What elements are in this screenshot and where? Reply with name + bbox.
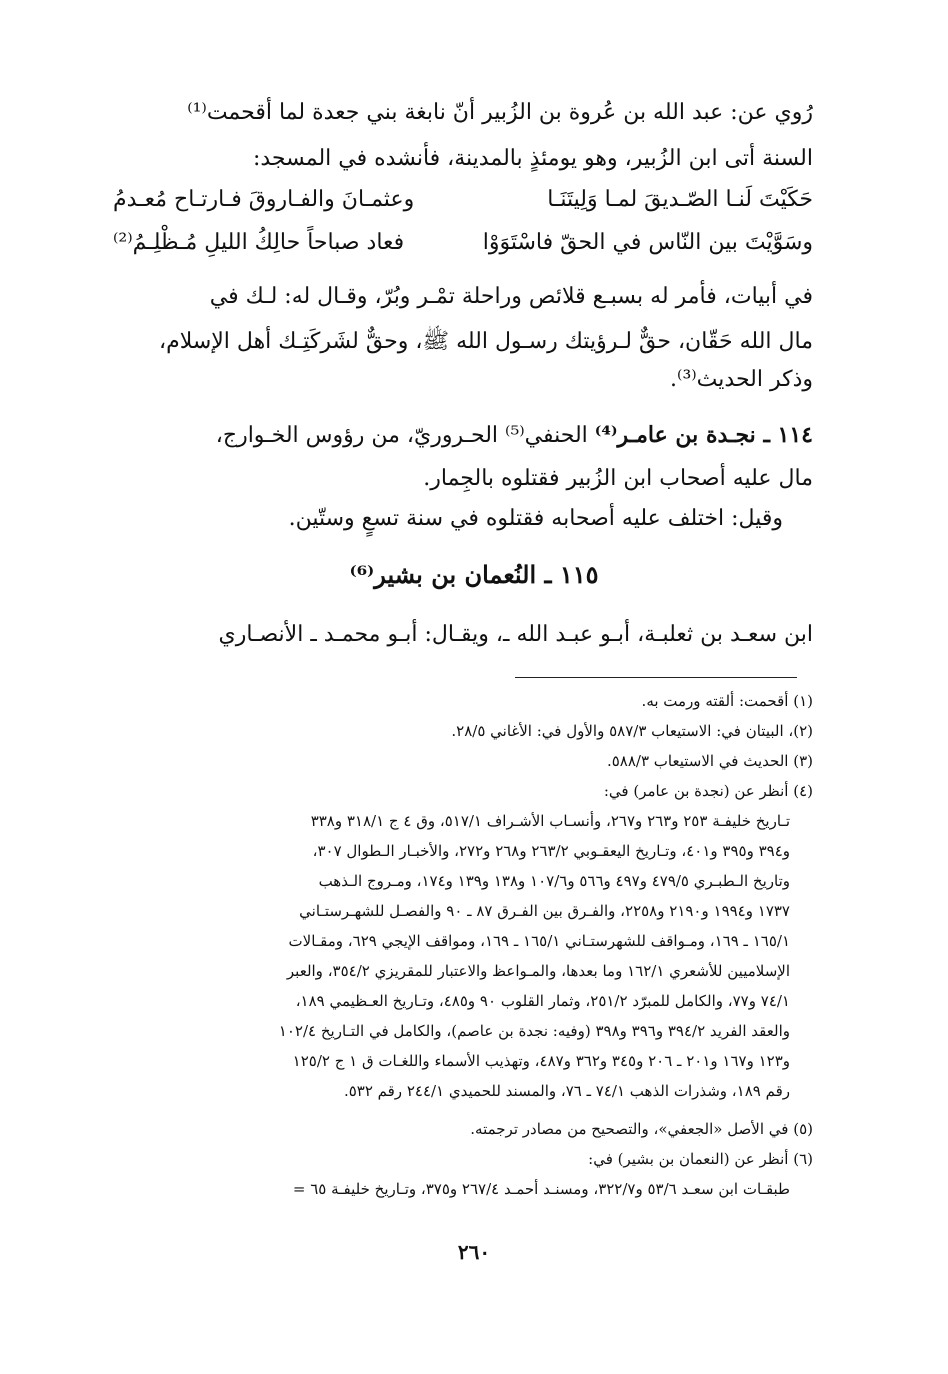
footnote: (٢)، البيتان في: الاستيعاب ٥٨٧/٣ والأول في: الأغاني ٢٨/٥. xyxy=(451,722,813,740)
footnote: (٤) أنظر عن (نجدة بن عامر) في: xyxy=(603,782,813,800)
page-number: ٢٦٠ xyxy=(457,1240,491,1264)
footnote-line: طبقـات ابن سعـد ٥٣/٦ و٣٢٢/٧، ومسنـد أحمـد ٢٦٧/٤ و٣٧٥، وتـاريخ خليفـة ٦٥ = xyxy=(292,1180,790,1198)
body-line: مال الله حَقّان، حقٌّ لـرؤيتك رسـول الله ﷺ، وحقٌّ لشَركَتِـك أهل الإسلام، xyxy=(158,329,813,354)
body-line: في أبيات، فأمر له بسبـع قلائص وراحلة تمْـر وبُرّ، وقـال له: لـك في xyxy=(209,284,813,309)
footnote-line: ٧٤/١ و٧٧، والكامل للمبرّد ٢٥١/٢، وثمار القلوب ٩٠ و٤٨٥، وتـاريخ العـظيمي ١٨٩، xyxy=(295,992,790,1010)
footnote: (٦) أنظر عن (النعمان بن بشير) في: xyxy=(588,1150,813,1168)
footnote-line: ١٦٥/١ ـ ١٦٩، ومـواقف للشهرستـاني ١٦٥/١ ـ ١٦٩، ومواقف الإيجي ٦٢٩، ومقـالات xyxy=(288,932,790,950)
footnote: (١) أقحمت: ألقته ورمت به. xyxy=(641,692,813,710)
footnote-line: رقم ١٨٩، وشذرات الذهب ٧٤/١ ـ ٧٦، والمسند للحميدي ٢٤٤/١ رقم ٥٣٢. xyxy=(343,1082,790,1100)
entry-114-name: ١١٤ ـ نجـدة بن عامـر⁽⁴⁾ xyxy=(594,422,813,448)
body-line: السنة أتى ابن الزُبير، وهو يومئذٍ بالمدينة، فأنشده في المسجد: xyxy=(252,146,813,171)
footnote: (٥) في الأصل «الجعفي»، والتصحيح من مصادر ترجمته. xyxy=(470,1120,813,1138)
body-line: رُوي عن: عبد الله بن عُروة بن الزُبير أنّ نابغة بني جعدة لما أقحمت⁽¹⁾ xyxy=(187,100,813,125)
footnote-line: ١٧٣٧ و١٩٩٤ و٢١٩٠ و٢٢٥٨، والفـرق بين الفـرق ٨٧ ـ ٩٠ والفصـل للشهـرستـاني xyxy=(299,902,790,920)
entry-115-heading: ١١٥ ـ النُعمان بن بشير⁽⁶⁾ xyxy=(349,560,599,589)
footnote-line: والعقد الفريد ٣٩٤/٢ و٣٩٦ و٣٩٨ (وفيه: نجدة بن عاصم)، والكامل في التـاريخ ١٠٢/٤ xyxy=(278,1022,790,1040)
entry-114-desc: الحنفي⁽⁵⁾ الحـروريّ، من رؤوس الخـوارج، xyxy=(215,423,595,448)
footnote-line: و١٢٣ و١٦٧ و٢٠١ ـ ٢٠٦ و٣٤٥ و٣٦٢ و٤٨٧، وتهذيب الأسماء واللغـات ق ١ ج ١٢٥/٢ xyxy=(292,1052,790,1070)
body-line: مال عليه أصحاب ابن الزُبير فقتلوه بالجِمار. xyxy=(423,466,813,491)
poem-hemistich: وسَوَّيْتَ بين النّاس في الحقّ فاسْتَوَوْا xyxy=(482,230,813,255)
body-line: وقيل: اختلف عليه أصحابه فقتلوه في سنة تسعٍ وستّين. xyxy=(288,506,783,531)
footnote-line: الإسلاميين للأشعري ١٦٢/١ وما بعدها، والمـواعظ والاعتبار للمقريزي ٣٥٤/٢، والعبر xyxy=(286,962,790,980)
entry-114-line xyxy=(216,422,813,448)
footnote-line: و٣٩٤ و٣٩٥ و٤٠١، وتـاريخ اليعقـوبي ٢٦٣/٢ و٢٦٨ و٢٧٢، والأخبـار الـطوال ٣٠٧، xyxy=(312,842,790,860)
poem-hemistich: فعاد صباحاً حالِكُ الليلِ مُـظْلِـمُ⁽²⁾ xyxy=(113,230,405,255)
poem-hemistich: حَكَيْتَ لَنـا الصّـديقَ لمـا وَلِيتَنَـا xyxy=(547,187,813,212)
footnote: (٣) الحديث في الاستيعاب ٥٨٨/٣. xyxy=(606,752,813,770)
body-line: ابن سعـد بن ثعلبـة، أبـو عبـد الله ـ، ويقـال: أبـو محمـد ـ الأنصـاري xyxy=(218,622,813,647)
footnote-divider xyxy=(515,677,797,678)
footnote-line: تـاريخ خليفـة ٢٥٣ و٢٦٣ و٢٦٧، وأنسـاب الأشـراف ٥١٧/١، وق ٤ ج ٣١٨/١ و٣٣٨ xyxy=(310,812,790,830)
poem-hemistich: وعثمـانَ والفـاروقَ فـارتـاح مُعـدمُ xyxy=(113,187,415,212)
footnote-line: وتاريخ الـطبـري ٤٧٩/٥ و٤٩٧ و٥٦٦ و١٠٧/٦ و١٣٨ و١٣٩ و١٧٤، ومـروج الـذهب xyxy=(318,872,790,890)
body-line: وذكر الحديث⁽³⁾. xyxy=(670,367,813,392)
